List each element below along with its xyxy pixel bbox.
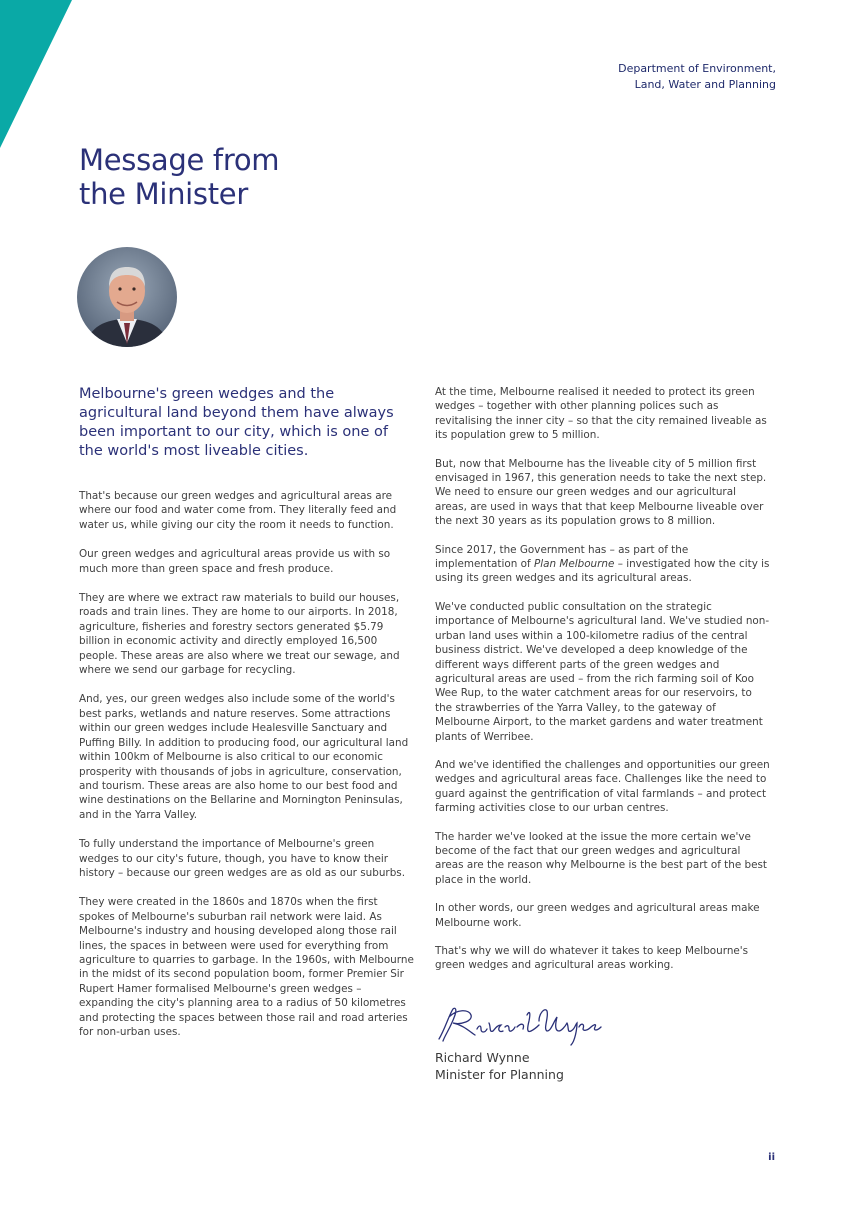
body-paragraph: They were created in the 1860s and 1870s when the first spokes of Melbourne's suburban rail network were laid. As Melbourne's industry and housing developed along those rail lines, the spaces in between were used for everything from agriculture to quarries to garbage. In the 1960s, with Melbourne in the midst of its second population boom, former Premier Sir Rupert Hamer formalised Melbourne's green wedges – expanding the city's planning area to a radius of 50 kilometres and protecting the spaces between those rail and road arteries for non-urban uses.: [79, 896, 414, 1038]
body-paragraph: To fully understand the importance of Melbourne's green wedges to our city's future, though, you have to know their history – because our green wedges are as old as our suburbs.: [79, 838, 406, 879]
plan-melbourne-italic: Plan Melbourne: [533, 558, 615, 571]
right-column: [435, 385, 771, 1083]
body-paragraph: And we've identified the challenges and opportunities our green wedges and agricultural areas face. Challenges like the need to guard against the gentrification of vital farmlands – and protect farming activities close to our urban centres.: [435, 758, 770, 815]
title-line-2: the Minister: [79, 177, 248, 211]
p3-after: – investigated how the city is using its green wedges and its agricultural areas.: [435, 558, 770, 585]
department-line-1: Department of Environment,: [618, 62, 776, 75]
body-paragraph: That's why we will do whatever it takes to keep Melbourne's green wedges and agricultural areas working.: [435, 945, 749, 972]
body-paragraph: They are where we extract raw materials to build our houses, roads and train lines. They are home to our airports. In 2018, agriculture, fisheries and forestry sectors generated $5.79 billion in economic activity and directly employed 16,500 people. These areas are also where we treat our sewage, and where we send our garbage for recycling.: [79, 592, 400, 677]
lead-paragraph: Melbourne's green wedges and the agricultural land beyond them have always been important to our city, which is one of the world's most liveable cities.: [79, 386, 394, 459]
page-title: [79, 143, 279, 211]
body-paragraph: And, yes, our green wedges also include some of the world's best parks, wetlands and nature reserves. Some attractions within our green wedges include Healesville Sanctuary and Puffing Billy. In addition to producing food, our agricultural land within 100km of Melbourne is also critical to our economic prosperity with thousands of jobs in agriculture, conservation, and tourism. These areas are also home to our best food and wine destinations on the Bellarine and Mornington Peninsulas, and in the Yarra Valley.: [79, 693, 409, 821]
body-paragraph: But, now that Melbourne has the liveable city of 5 million first envisaged in 1967, this generation needs to take the next step. We need to ensure our green wedges and our agricultural areas, are used in ways that that keep Melbourne liveable over the next 30 years as its population grows to 8 million.: [435, 457, 767, 528]
body-paragraph: Our green wedges and agricultural areas provide us with so much more than green space and fresh produce.: [79, 548, 391, 575]
teal-corner-decoration: [0, 0, 80, 150]
left-column: [79, 385, 415, 1054]
body-paragraph-plan-melbourne: [435, 543, 771, 586]
body-paragraph: We've conducted public consultation on the strategic importance of Melbourne's agricultural land. We've studied non-urban land uses within a 100-kilometre radius of the central business district. We've developed a deep knowledge of the different ways different parts of the green wedges and agricultural areas are used – from the rich farming soil of Koo Wee Rup, to the water catchment areas for our reservoirs, to the strawberries of the Yarra Valley, to the gateway of Melbourne Airport, to the market gardens and water treatment plants of Werribee.: [435, 600, 770, 743]
department-line-2: Land, Water and Planning: [634, 78, 776, 91]
signer-name: Richard Wynne: [435, 1049, 530, 1065]
body-paragraph: That's because our green wedges and agricultural areas are where our food and water come from. They literally feed and water us, while giving our city the room it needs to function.: [79, 490, 397, 531]
department-header: [618, 61, 776, 93]
body-paragraph: The harder we've looked at the issue the more certain we've become of the fact that our green wedges and agricultural areas are the reason why Melbourne is the best part of the best place in the world.: [435, 830, 767, 886]
body-paragraph: In other words, our green wedges and agricultural areas make Melbourne work.: [435, 902, 760, 929]
minister-portrait: [77, 247, 177, 347]
body-paragraph: At the time, Melbourne realised it needed to protect its green wedges – together with other planning polices such as revitalising the inner city – so that the city remained liveable as its population grew to 5 million.: [435, 386, 767, 442]
title-line-1: Message from: [79, 143, 280, 177]
signer-title: Minister for Planning: [435, 1066, 564, 1082]
signature: [435, 1001, 605, 1047]
page-number: ii: [768, 1152, 775, 1163]
p3-before: Since 2017, the Government has – as part of the implementation of: [435, 543, 689, 571]
